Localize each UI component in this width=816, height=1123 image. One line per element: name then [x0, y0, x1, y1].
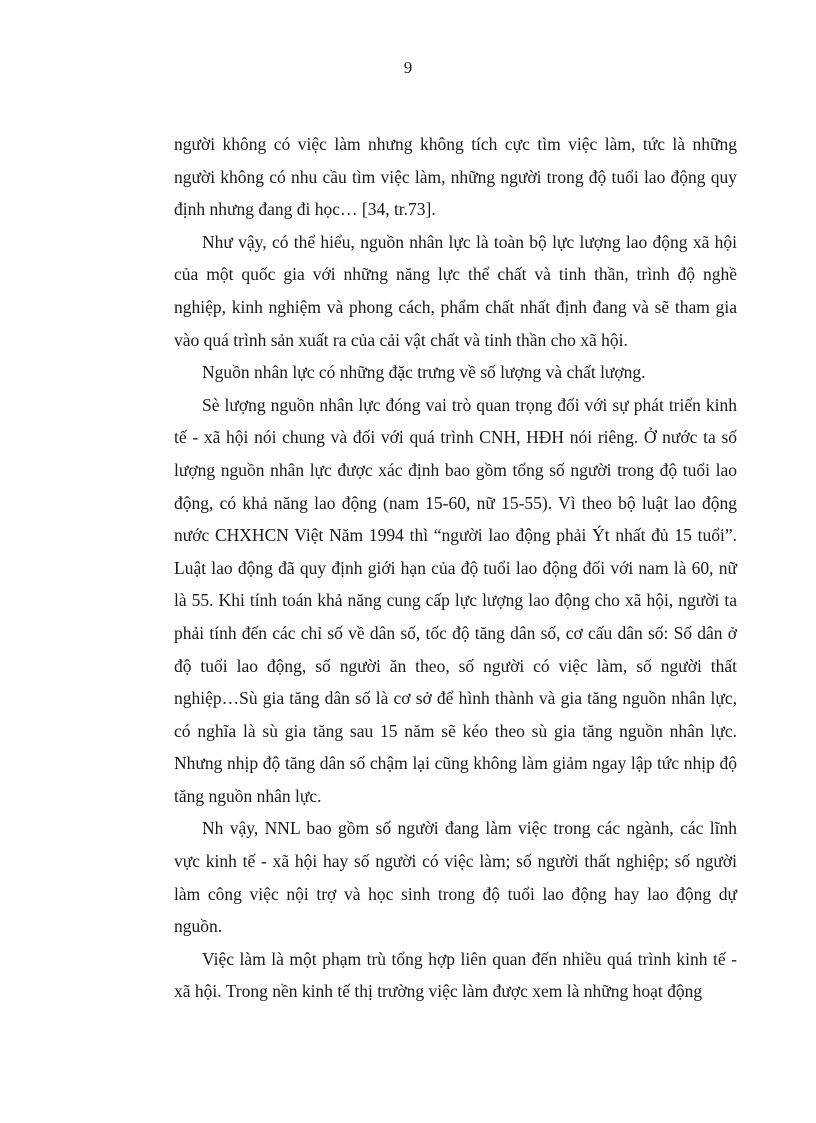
paragraph-3: Nguồn nhân lực có những đặc trưng về số lượng và chất lượng. — [202, 362, 646, 383]
paragraph-2: Như vậy, có thể hiểu, nguồn nhân lực là toàn bộ lực lượng lao động xã hội của một quốc gia với những năng lực thể chất và tinh thần, trình độ nghề nghiệp, kinh nghiệm và phong cách, phẩm chất nhất định đang và sẽ tham gia vào quá trình sản xuất ra của cải vật chất và tinh thần cho xã hội. — [174, 231, 737, 350]
paragraph-4: Sè lượng nguồn nhân lực đóng vai trò quan trọng đối với sự phát triển kinh tế - xã hội nói chung và đối với quá trình CNH, HĐH nói riêng. Ở nước ta số lượng nguồn nhân lực được xác định bao gồm tổng số người trong độ tuổi lao động, có khả năng lao động (nam 15-60, nữ 15-55). Vì theo bộ luật lao động nước CHXHCN Việt Năm 1994 thì “người lao động phải Ýt nhất đủ 15 tuổi”. Luật lao động đã quy định giới hạn của độ tuổi lao động đối với nam là 60, nữ là 55. Khi tính toán khả năng cung cấp lực lượng lao động cho xã hội, người ta phải tính đến các chỉ số về dân số, tốc độ tăng dân số, cơ cấu dân số: Số dân ở độ tuổi lao động, số người ăn theo, số người có việc làm, số người thất nghiệp…Sù gia tăng dân số là cơ sở để hình thành và gia tăng nguồn nhân lực, có nghĩa là sù gia tăng sau 15 năm sẽ kéo theo sù gia tăng nguồn nhân lực. Nhưng nhịp độ tăng dân số chậm lại cũng không làm giảm ngay lập tức nhịp độ tăng nguồn nhân lực. — [174, 394, 737, 806]
paragraph-1: người không có việc làm nhưng không tích cực tìm việc làm, tức là những người không có nhu cầu tìm việc làm, những người trong độ tuổi lao động quy định nhưng đang đi học… [34, tr.73]. — [174, 134, 737, 220]
paragraph-5: Nh vậy, NNL bao gồm số người đang làm việc trong các ngành, các lĩnh vực kinh tế - xã hội hay số người có việc làm; số người thất nghiệp; số người làm công việc nội trợ và học sinh trong độ tuổi lao động hay lao động dự nguồn. — [174, 818, 737, 937]
paragraph-6: Việc làm là một phạm trù tổng hợp liên quan đến nhiều quá trình kinh tế - xã hội. Trong nền kinh tế thị trường việc làm được xem là những hoạt động — [174, 948, 737, 1002]
page-number: 9 — [403, 58, 413, 77]
document-body — [174, 128, 737, 1008]
